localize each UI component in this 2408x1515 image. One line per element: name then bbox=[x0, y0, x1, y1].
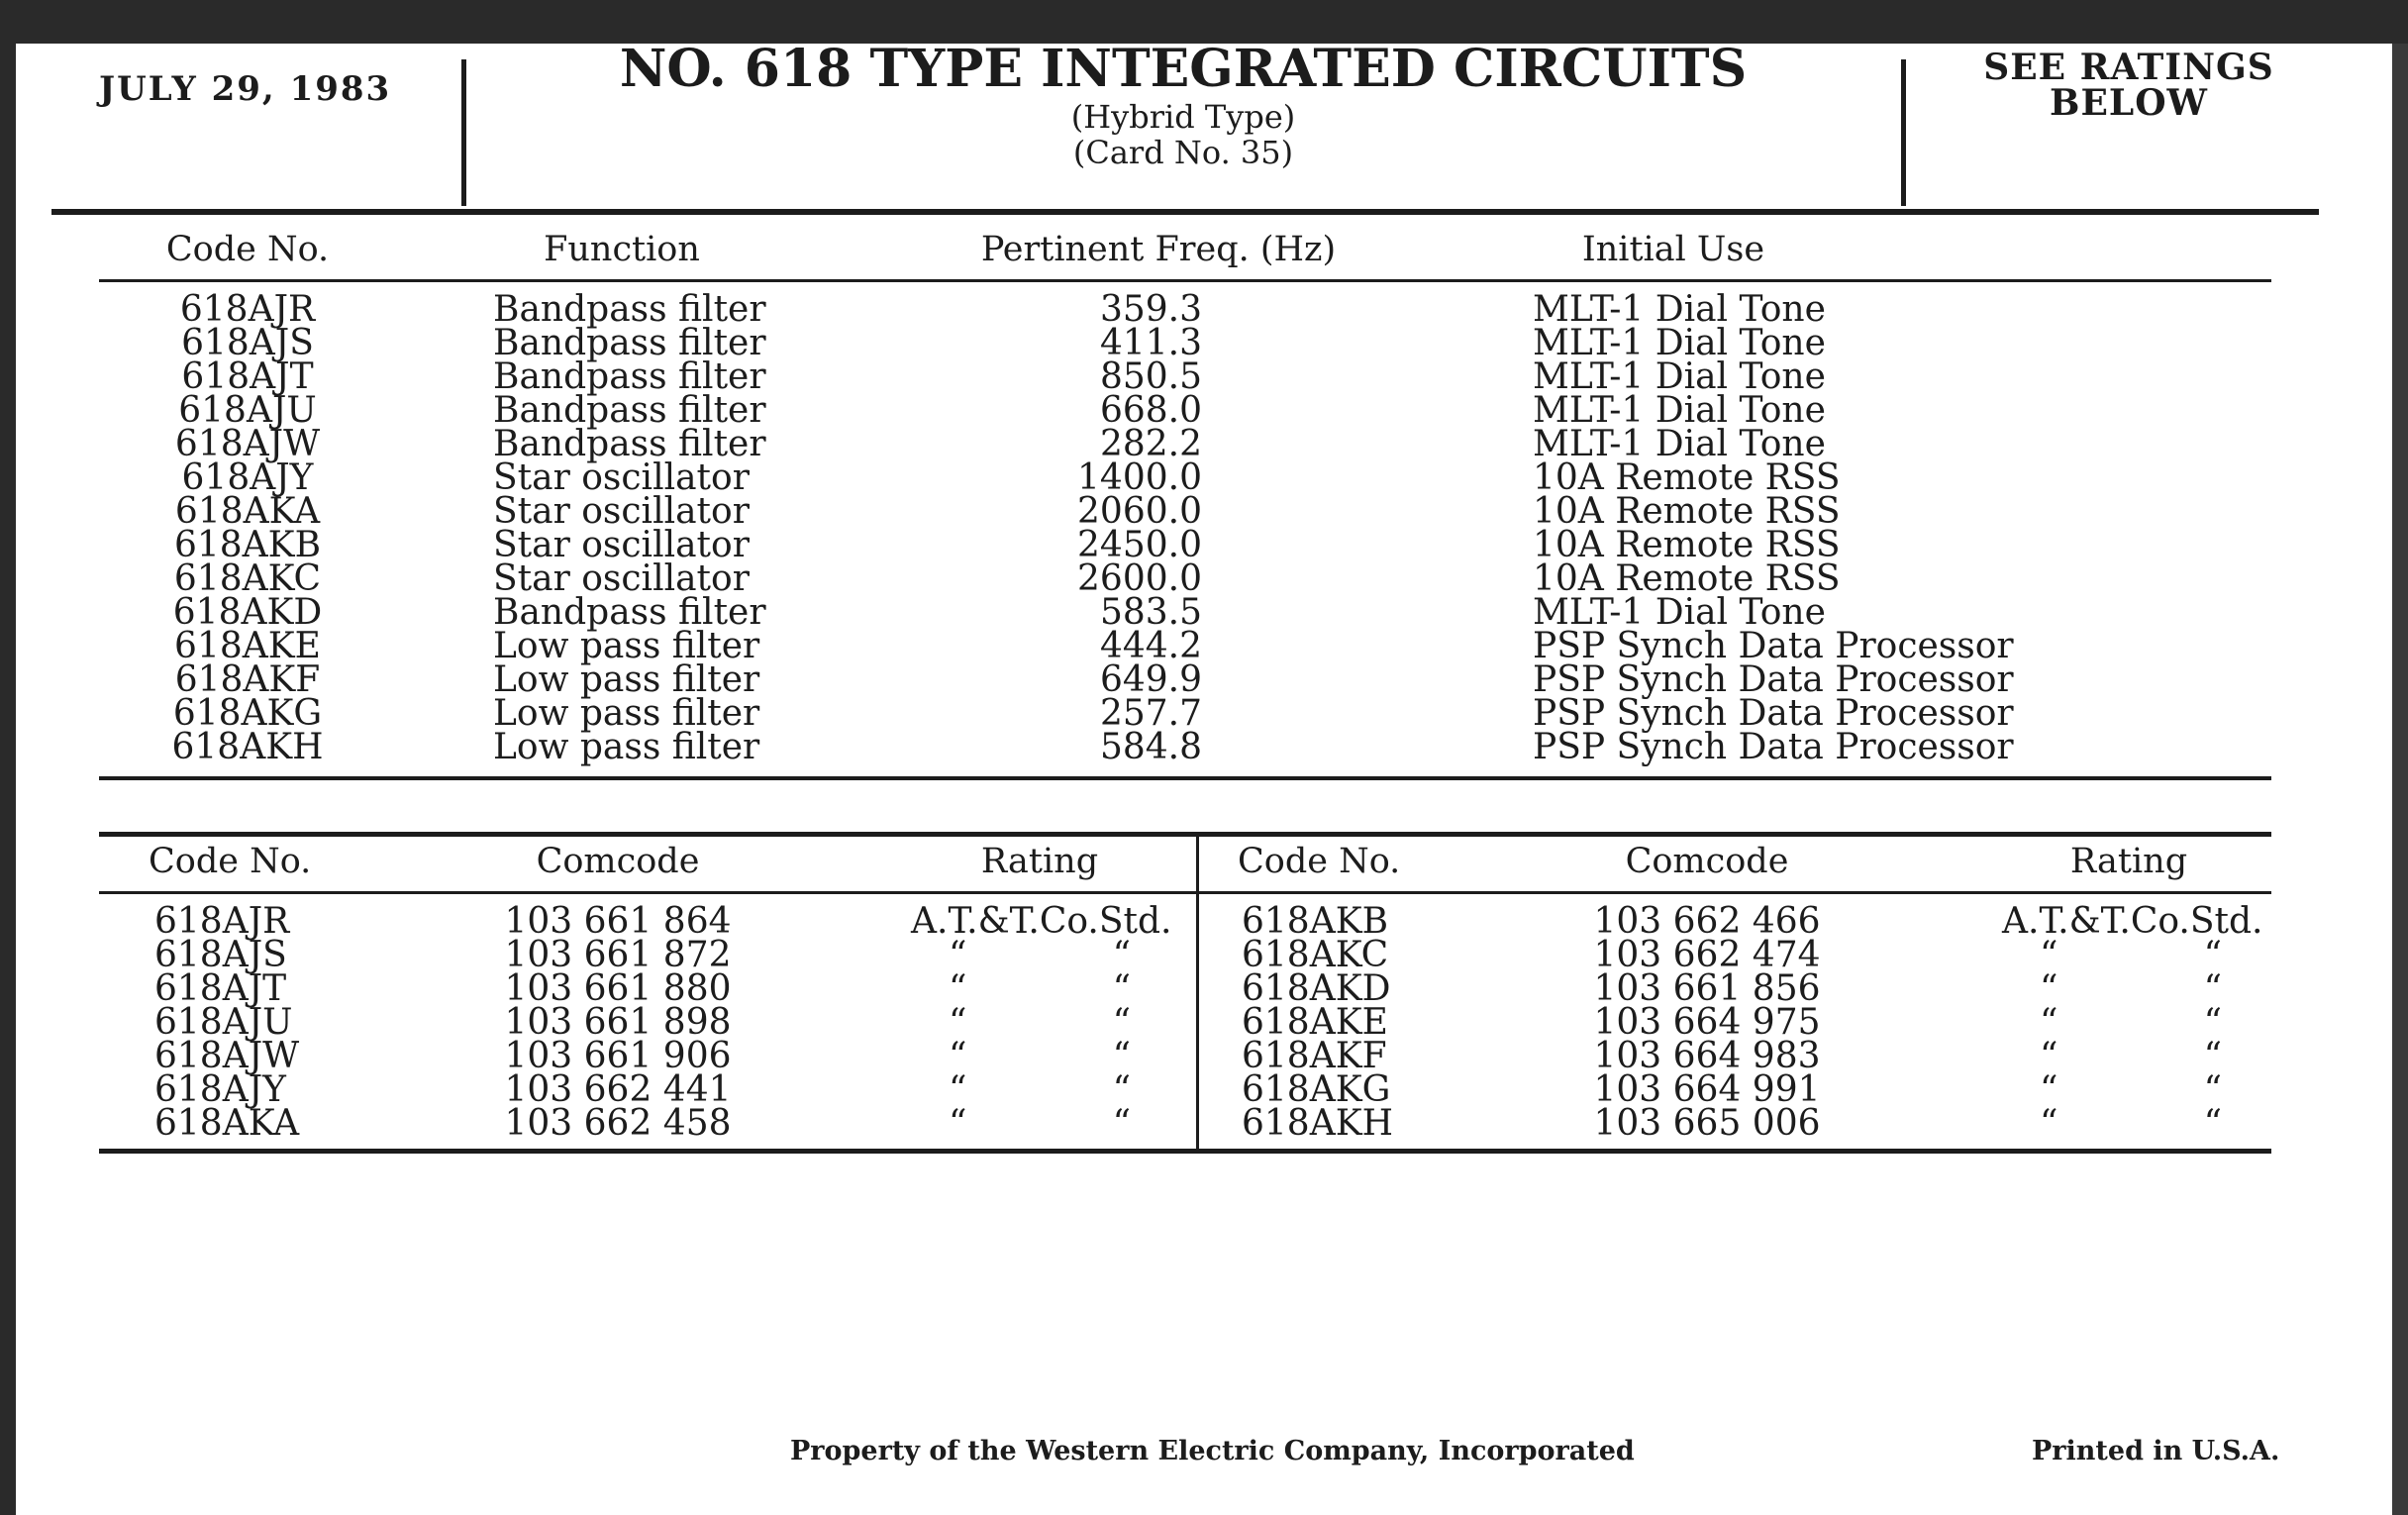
ditto-mark: “ bbox=[2040, 1036, 2058, 1076]
t2-cell-rating-ditto bbox=[2002, 1002, 2259, 1043]
t2-cell-code: 618AKH bbox=[1242, 1103, 1393, 1144]
card-title-block bbox=[465, 40, 1901, 170]
t1-cell-function: Bandpass filter bbox=[493, 424, 766, 464]
t2-cell-comcode: 103 665 006 bbox=[1593, 1103, 1821, 1144]
t1-cell-freq: 359.3 bbox=[1099, 289, 1202, 330]
ditto-mark: “ bbox=[949, 1103, 967, 1144]
t1-use-column bbox=[1533, 289, 2087, 767]
t2-rating-left-column bbox=[911, 901, 1172, 1144]
t1-cell-function: Low pass filter bbox=[493, 659, 760, 700]
t2-cell-code: 618AJS bbox=[154, 935, 287, 975]
t1-cell-code: 618AKB bbox=[173, 525, 322, 565]
ditto-mark: “ bbox=[949, 968, 967, 1009]
t1-cell-use: MLT-1 Dial Tone bbox=[1533, 592, 1826, 633]
t2-cell-rating-ditto bbox=[911, 1002, 1168, 1043]
t2-cell-code: 618AKG bbox=[1242, 1069, 1391, 1110]
t1-cell-freq: 850.5 bbox=[1099, 356, 1202, 397]
t1-cell-code: 618AJU bbox=[178, 390, 317, 431]
t2-cell-rating-ditto bbox=[2002, 1036, 2259, 1076]
t1-cell-use: MLT-1 Dial Tone bbox=[1533, 390, 1826, 431]
t1-cell-function: Low pass filter bbox=[493, 693, 760, 734]
t2-cell-rating-ditto bbox=[911, 1036, 1168, 1076]
t2-cell-code: 618AKE bbox=[1242, 1002, 1388, 1043]
t1-cell-function: Bandpass filter bbox=[493, 323, 766, 363]
t2-comcode-right-column bbox=[1558, 901, 1856, 1144]
t2-cell-code: 618AKC bbox=[1242, 935, 1389, 975]
ditto-mark: “ bbox=[2203, 1036, 2222, 1076]
ditto-mark: “ bbox=[1112, 1036, 1131, 1076]
t1-cell-code: 618AKD bbox=[172, 592, 323, 633]
t1-cell-function: Bandpass filter bbox=[493, 592, 766, 633]
ditto-mark: “ bbox=[2203, 1002, 2222, 1043]
t2-cell-comcode: 103 661 864 bbox=[504, 901, 732, 942]
t1-cell-code: 618AKE bbox=[174, 626, 321, 666]
t2-cell-code: 618AKA bbox=[154, 1103, 300, 1144]
t2-cell-code: 618AJU bbox=[154, 1002, 293, 1043]
t1-cell-code: 618AJS bbox=[181, 323, 314, 363]
t1-cell-function: Star oscillator bbox=[493, 525, 750, 565]
t2-header-rule bbox=[99, 891, 2271, 894]
t1-cell-use: MLT-1 Dial Tone bbox=[1533, 424, 1826, 464]
ditto-mark: “ bbox=[949, 1036, 967, 1076]
t2-header-comcode-left: Comcode bbox=[536, 842, 700, 881]
t2-code-left-column bbox=[154, 901, 392, 1144]
t1-cell-code: 618AKF bbox=[174, 659, 321, 700]
ditto-mark: “ bbox=[2203, 968, 2222, 1009]
ditto-mark: “ bbox=[1112, 1103, 1131, 1144]
t2-header-rating-right: Rating bbox=[2069, 842, 2188, 881]
t1-header-rule bbox=[99, 279, 2271, 282]
t1-cell-function: Star oscillator bbox=[493, 491, 750, 532]
t2-cell-rating: A.T.&T.Co.Std. bbox=[911, 901, 1172, 942]
t2-cell-rating-ditto bbox=[2002, 935, 2259, 975]
t2-cell-comcode: 103 664 991 bbox=[1593, 1069, 1821, 1110]
t2-cell-comcode: 103 662 466 bbox=[1593, 901, 1821, 942]
t1-cell-function: Star oscillator bbox=[493, 558, 750, 599]
t1-cell-use: 10A Remote RSS bbox=[1533, 525, 1841, 565]
t1-cell-use: PSP Synch Data Processor bbox=[1533, 659, 2014, 700]
t2-cell-code: 618AKB bbox=[1242, 901, 1389, 942]
ditto-mark: “ bbox=[2203, 935, 2222, 975]
t1-header-function: Function bbox=[544, 230, 700, 269]
t1-cell-use: PSP Synch Data Processor bbox=[1533, 626, 2014, 666]
t1-freq-column bbox=[990, 289, 1202, 767]
t2-cell-rating-ditto bbox=[2002, 968, 2259, 1009]
t1-cell-code: 618AJR bbox=[179, 289, 316, 330]
card-title: NO. 618 TYPE INTEGRATED CIRCUITS bbox=[619, 39, 1748, 99]
ditto-mark: “ bbox=[1112, 968, 1131, 1009]
t2-code-right-column bbox=[1242, 901, 1479, 1144]
t2-cell-code: 618AJT bbox=[154, 968, 287, 1009]
t1-cell-code: 618AKC bbox=[173, 558, 322, 599]
t1-cell-freq: 444.2 bbox=[1099, 626, 1202, 666]
t1-cell-freq: 2060.0 bbox=[1077, 491, 1202, 532]
t1-cell-freq: 257.7 bbox=[1099, 693, 1202, 734]
t1-cell-function: Low pass filter bbox=[493, 727, 760, 767]
t1-cell-code: 618AJW bbox=[174, 424, 321, 464]
t2-cell-comcode: 103 664 975 bbox=[1593, 1002, 1821, 1043]
ditto-mark: “ bbox=[949, 1069, 967, 1110]
t1-cell-function: Low pass filter bbox=[493, 626, 760, 666]
t1-cell-freq: 2450.0 bbox=[1077, 525, 1202, 565]
card-subtitle-number: (Card No. 35) bbox=[1072, 134, 1294, 171]
ditto-mark: “ bbox=[2040, 1103, 2058, 1144]
t2-cell-code: 618AKF bbox=[1242, 1036, 1387, 1076]
t1-code-column bbox=[139, 289, 356, 767]
t1-header-use: Initial Use bbox=[1581, 230, 1765, 269]
t2-cell-rating-ditto bbox=[2002, 1103, 2259, 1144]
t1-cell-function: Bandpass filter bbox=[493, 289, 766, 330]
t1-cell-function: Star oscillator bbox=[493, 457, 750, 498]
t1-cell-freq: 583.5 bbox=[1099, 592, 1202, 633]
t2-center-divider bbox=[1196, 834, 1199, 1151]
t1-cell-code: 618AKH bbox=[171, 727, 324, 767]
ditto-mark: “ bbox=[949, 1002, 967, 1043]
t1-cell-freq: 2600.0 bbox=[1077, 558, 1202, 599]
ditto-mark: “ bbox=[1112, 1069, 1131, 1110]
ditto-mark: “ bbox=[949, 935, 967, 975]
t2-cell-comcode: 103 662 458 bbox=[504, 1103, 732, 1144]
t2-cell-code: 618AKD bbox=[1242, 968, 1391, 1009]
t1-cell-use: MLT-1 Dial Tone bbox=[1533, 356, 1826, 397]
t2-cell-comcode: 103 661 898 bbox=[504, 1002, 732, 1043]
t1-cell-code: 618AKA bbox=[174, 491, 321, 532]
t1-cell-freq: 649.9 bbox=[1099, 659, 1202, 700]
footer-printed: Printed in U.S.A. bbox=[2032, 1436, 2280, 1466]
ditto-mark: “ bbox=[2040, 1002, 2058, 1043]
t1-cell-freq: 411.3 bbox=[1099, 323, 1202, 363]
t1-cell-freq: 668.0 bbox=[1099, 390, 1202, 431]
t2-cell-comcode: 103 661 880 bbox=[504, 968, 732, 1009]
t2-header-rating-left: Rating bbox=[980, 842, 1099, 881]
ditto-mark: “ bbox=[2203, 1103, 2222, 1144]
t1-cell-code: 618AKG bbox=[172, 693, 323, 734]
card-date: JULY 29, 1983 bbox=[99, 69, 392, 109]
see-ratings-note bbox=[1911, 47, 2347, 124]
header-rule bbox=[51, 209, 2319, 215]
t2-cell-rating-ditto bbox=[911, 1103, 1168, 1144]
t1-header-code: Code No. bbox=[165, 230, 330, 269]
t1-bottom-rule bbox=[99, 776, 2271, 780]
card-subtitle-type: (Hybrid Type) bbox=[1070, 98, 1296, 136]
t2-header-code-right: Code No. bbox=[1238, 842, 1401, 881]
t2-comcode-left-column bbox=[469, 901, 766, 1144]
t1-cell-use: MLT-1 Dial Tone bbox=[1533, 323, 1826, 363]
ditto-mark: “ bbox=[1112, 935, 1131, 975]
t2-header-code-left: Code No. bbox=[149, 842, 312, 881]
see-ratings-line2: BELOW bbox=[2050, 82, 2208, 124]
ditto-mark: “ bbox=[1112, 1002, 1131, 1043]
t1-cell-use: 10A Remote RSS bbox=[1533, 457, 1841, 498]
t2-cell-comcode: 103 661 856 bbox=[1593, 968, 1821, 1009]
t1-function-column bbox=[493, 289, 909, 767]
t2-cell-comcode: 103 661 872 bbox=[504, 935, 732, 975]
t2-cell-code: 618AJR bbox=[154, 901, 290, 942]
t2-rating-right-column bbox=[2002, 901, 2263, 1144]
t2-cell-comcode: 103 662 441 bbox=[504, 1069, 732, 1110]
t1-cell-freq: 584.8 bbox=[1099, 727, 1202, 767]
t1-cell-use: 10A Remote RSS bbox=[1533, 558, 1841, 599]
t1-cell-function: Bandpass filter bbox=[493, 390, 766, 431]
t1-cell-function: Bandpass filter bbox=[493, 356, 766, 397]
t1-cell-use: PSP Synch Data Processor bbox=[1533, 727, 2014, 767]
ditto-mark: “ bbox=[2040, 968, 2058, 1009]
t2-cell-comcode: 103 662 474 bbox=[1593, 935, 1821, 975]
scan-edge bbox=[2392, 44, 2408, 1515]
ditto-mark: “ bbox=[2203, 1069, 2222, 1110]
t1-cell-freq: 282.2 bbox=[1099, 424, 1202, 464]
t1-cell-code: 618AJY bbox=[181, 457, 314, 498]
t1-header-freq: Pertinent Freq. (Hz) bbox=[980, 230, 1337, 269]
t1-cell-use: 10A Remote RSS bbox=[1533, 491, 1841, 532]
t2-header-comcode-right: Comcode bbox=[1625, 842, 1789, 881]
t2-bottom-rule bbox=[99, 1149, 2271, 1154]
t1-cell-freq: 1400.0 bbox=[1077, 457, 1202, 498]
t2-cell-rating-ditto bbox=[911, 968, 1168, 1009]
t2-top-rule bbox=[99, 832, 2271, 837]
t2-cell-comcode: 103 664 983 bbox=[1593, 1036, 1821, 1076]
ditto-mark: “ bbox=[2040, 935, 2058, 975]
t2-cell-rating: A.T.&T.Co.Std. bbox=[2002, 901, 2263, 942]
t2-cell-code: 618AJY bbox=[154, 1069, 286, 1110]
header-divider-right bbox=[1901, 59, 1906, 206]
t2-cell-rating-ditto bbox=[911, 1069, 1168, 1110]
t1-cell-use: MLT-1 Dial Tone bbox=[1533, 289, 1826, 330]
t2-cell-rating-ditto bbox=[911, 935, 1168, 975]
footer-property: Property of the Western Electric Company, Incorporated bbox=[790, 1436, 1635, 1466]
t2-cell-code: 618AJW bbox=[154, 1036, 300, 1076]
see-ratings-line1: SEE RATINGS bbox=[1983, 47, 2274, 88]
t1-cell-code: 618AJT bbox=[181, 356, 314, 397]
t1-cell-use: PSP Synch Data Processor bbox=[1533, 693, 2014, 734]
t2-cell-rating-ditto bbox=[2002, 1069, 2259, 1110]
ditto-mark: “ bbox=[2040, 1069, 2058, 1110]
t2-cell-comcode: 103 661 906 bbox=[504, 1036, 732, 1076]
